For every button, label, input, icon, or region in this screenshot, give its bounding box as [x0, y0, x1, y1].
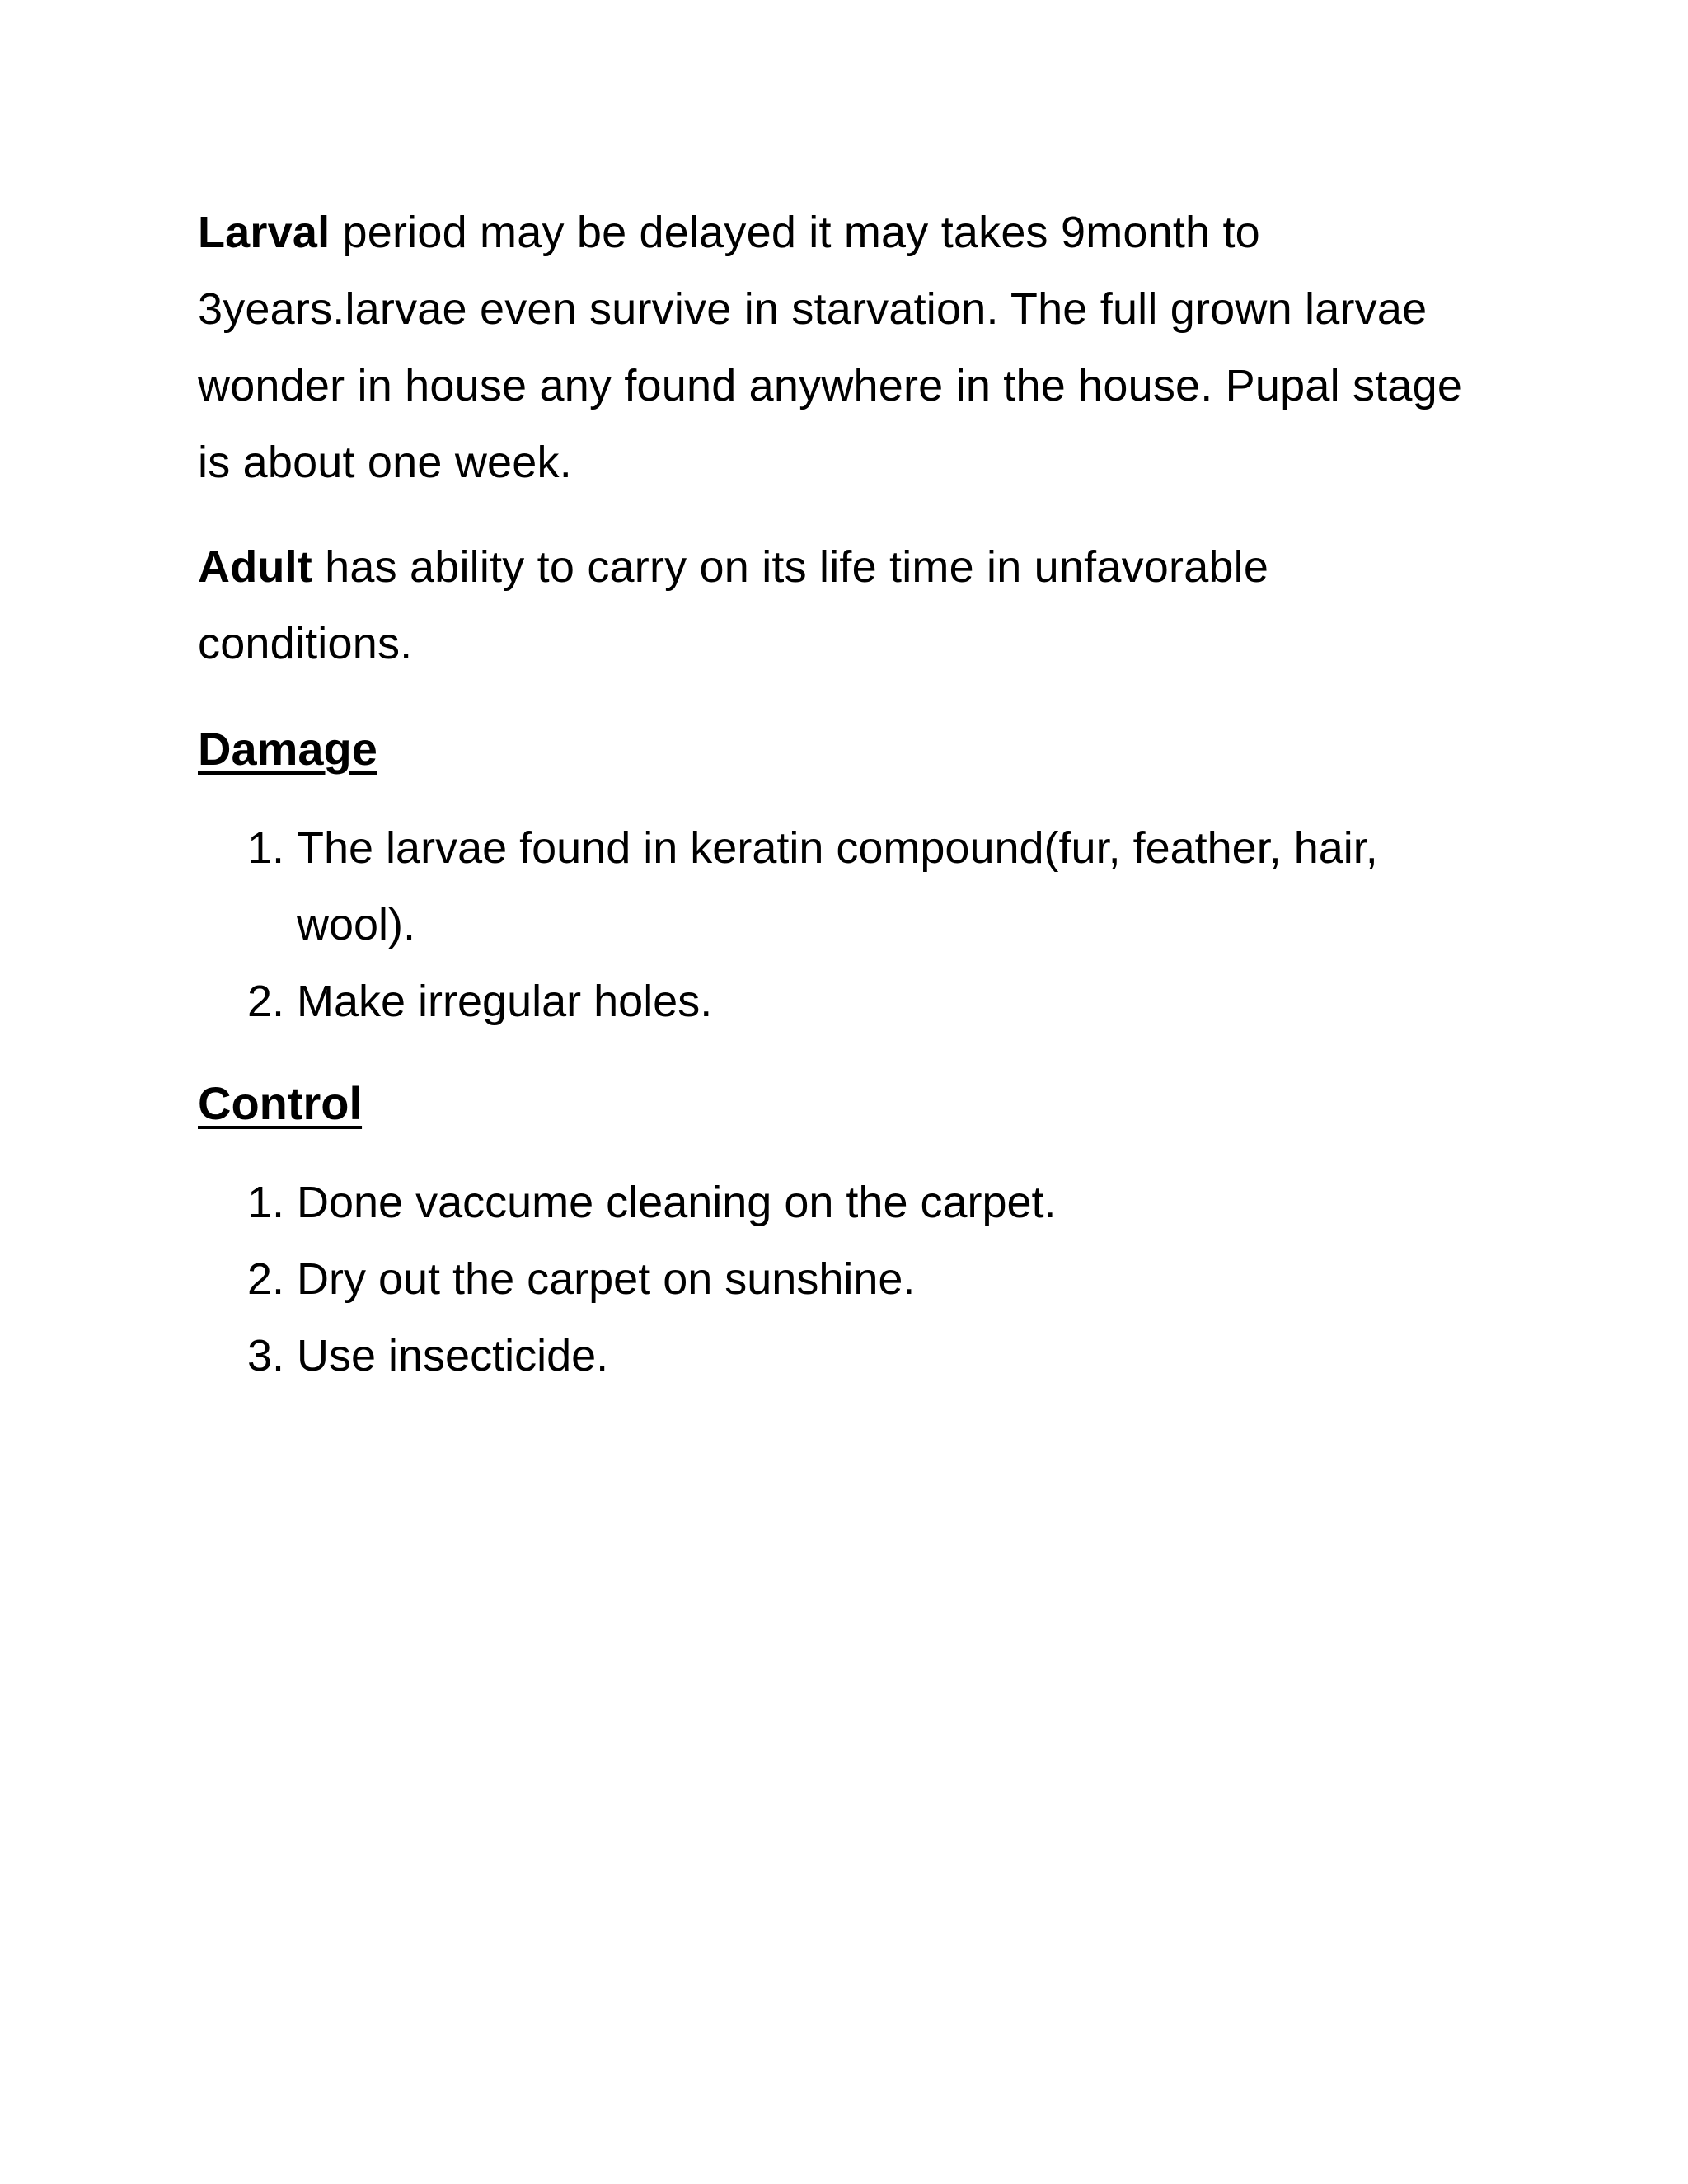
- larval-text: period may be delayed it may takes 9month to 3years.larvae even survive in starvation. The full grown larvae wonder in house any found anywhere in the house. Pupal stage is about one week.: [198, 208, 1463, 487]
- list-item-text: Dry out the carpet on sunshine.: [297, 1254, 916, 1304]
- damage-list-item: [198, 963, 1467, 1040]
- list-item-text: Make irregular holes.: [297, 977, 713, 1026]
- list-number: 2.: [247, 977, 285, 1026]
- damage-list: [198, 810, 1467, 1040]
- control-heading: Control: [198, 1077, 363, 1129]
- damage-list-item: [198, 810, 1467, 963]
- list-item-text: The larvae found in keratin compound(fur, feather, hair, wool).: [297, 823, 1378, 949]
- list-number: 1.: [247, 823, 285, 873]
- adult-paragraph: [198, 529, 1467, 682]
- adult-text: has ability to carry on its life time in unfavorable conditions.: [198, 542, 1269, 668]
- control-list-item: [198, 1165, 1467, 1241]
- list-item-text: Use insecticide.: [297, 1331, 609, 1380]
- list-number: 1.: [247, 1178, 285, 1227]
- list-number: 2.: [247, 1254, 285, 1304]
- list-item-text: Done vaccume cleaning on the carpet.: [297, 1178, 1057, 1227]
- larval-paragraph: [198, 194, 1467, 501]
- adult-lead: Adult: [198, 542, 312, 592]
- document-page: [198, 194, 1467, 1419]
- control-list-item: [198, 1318, 1467, 1394]
- larval-lead: Larval: [198, 208, 331, 257]
- list-number: 3.: [247, 1331, 285, 1380]
- control-list: [198, 1165, 1467, 1394]
- damage-heading: Damage: [198, 723, 377, 775]
- control-list-item: [198, 1241, 1467, 1318]
